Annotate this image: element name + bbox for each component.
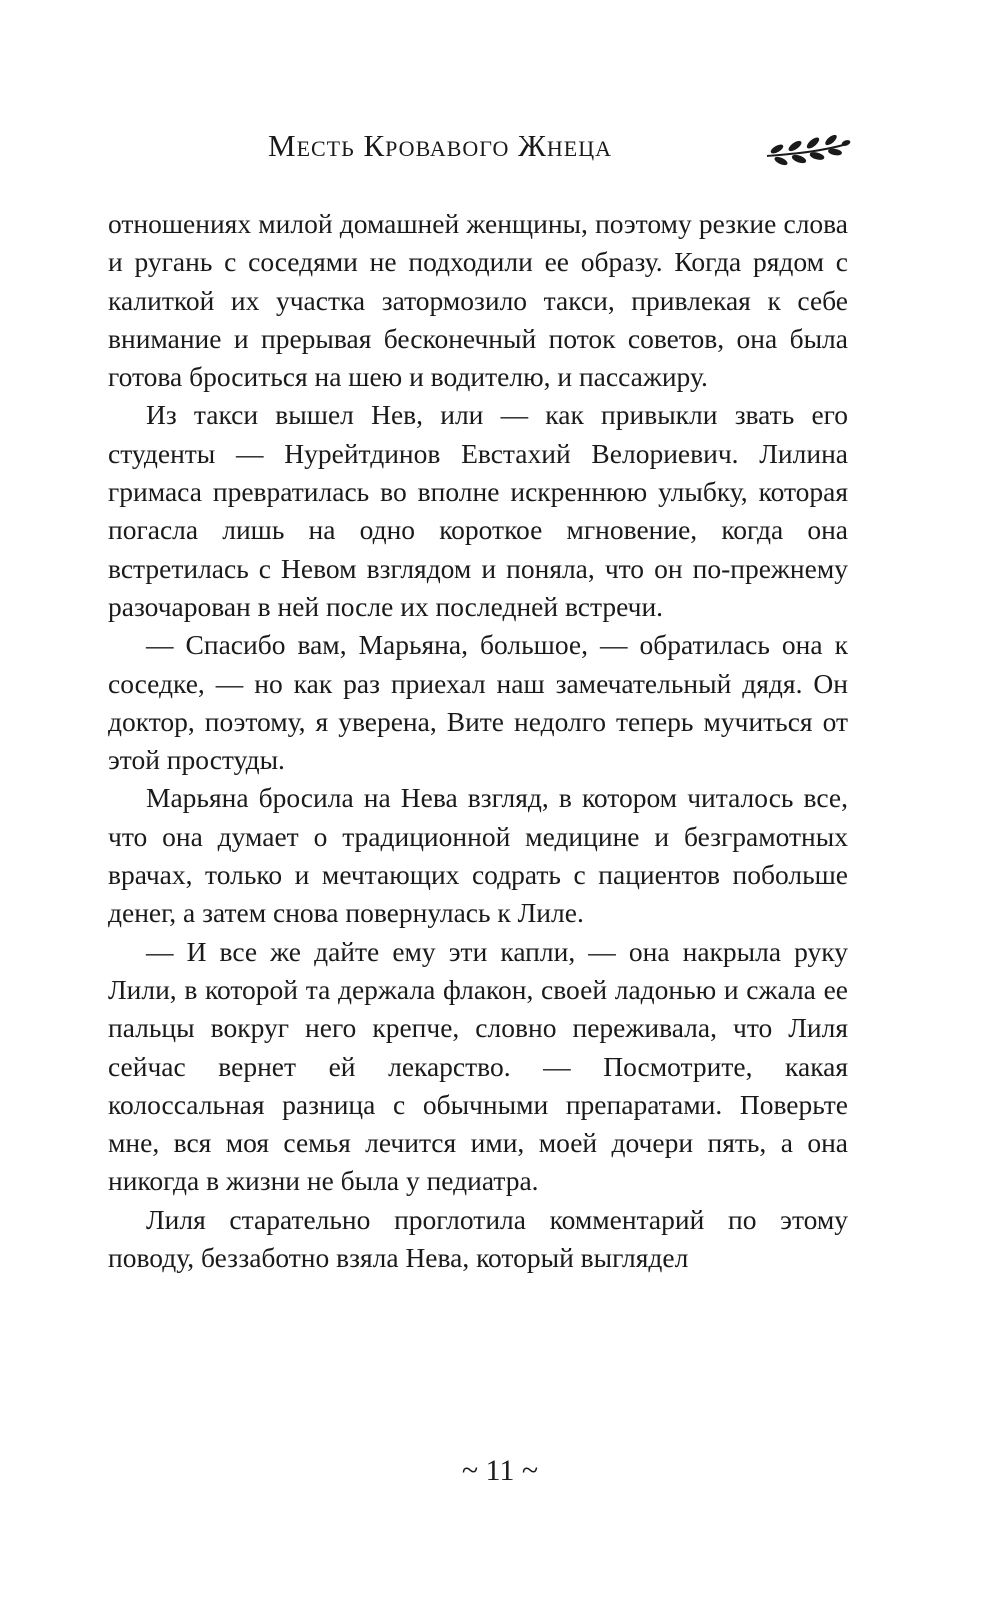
page-number: ~ 11 ~: [461, 1454, 539, 1487]
running-head: [108, 128, 848, 178]
paragraph: Марьяна бросила на Нева взгляд, в котором читалось все, что она думает о традиционной медицине и безграмотных врачах, только и мечтающих содрать с пациентов побольше денег, а затем снова повернулась к Лиле.: [108, 782, 848, 929]
paragraph: отношениях милой домашней женщины, поэтому резкие слова и ругань с соседями не подходили ее образу. Когда рядом с калиткой их участка затормозило такси, привлекая к себе внимание и прерывая бесконечный поток советов, она была готова броситься на шею и водителю, и пассажиру.: [108, 208, 848, 393]
paragraph: Лиля старательно проглотила комментарий по этому поводу, беззаботно взяла Нева, который выглядел: [108, 1203, 848, 1274]
body-text: [108, 205, 848, 1277]
laurel-branch-icon: [763, 132, 851, 168]
paragraph: Из такси вышел Нев, или — как привыкли звать его студенты — Нурейтдинов Евстахий Велориевич. Лилина гримаса превратилась во вполне искреннюю улыбку, которая погасла лишь на одно короткое мгновение, когда она встретилась с Невом взглядом и поняла, что он по-прежнему разочарован в ней после их последней встречи.: [108, 399, 848, 622]
running-title: Месть Кровавого Жнеца: [268, 128, 612, 163]
paragraph: — Спасибо вам, Марьяна, большое, — обратилась она к соседке, — но как раз приехал наш замечательный дядя. Он доктор, поэтому, я уверена, Вите недолго теперь мучиться от этой простуды.: [108, 629, 848, 776]
paragraph: — И все же дайте ему эти капли, — она накрыла руку Лили, в которой та держала флакон, своей ладонью и сжала ее пальцы вокруг него крепче, словно переживала, что Лиля сейчас вернет ей лекарство. — Посмотрите, какая колоссальная разница с обычными препаратами. Поверьте мне, вся моя семья лечится ими, моей дочери пять, а она никогда в жизни не была у педиатра.: [108, 935, 848, 1197]
